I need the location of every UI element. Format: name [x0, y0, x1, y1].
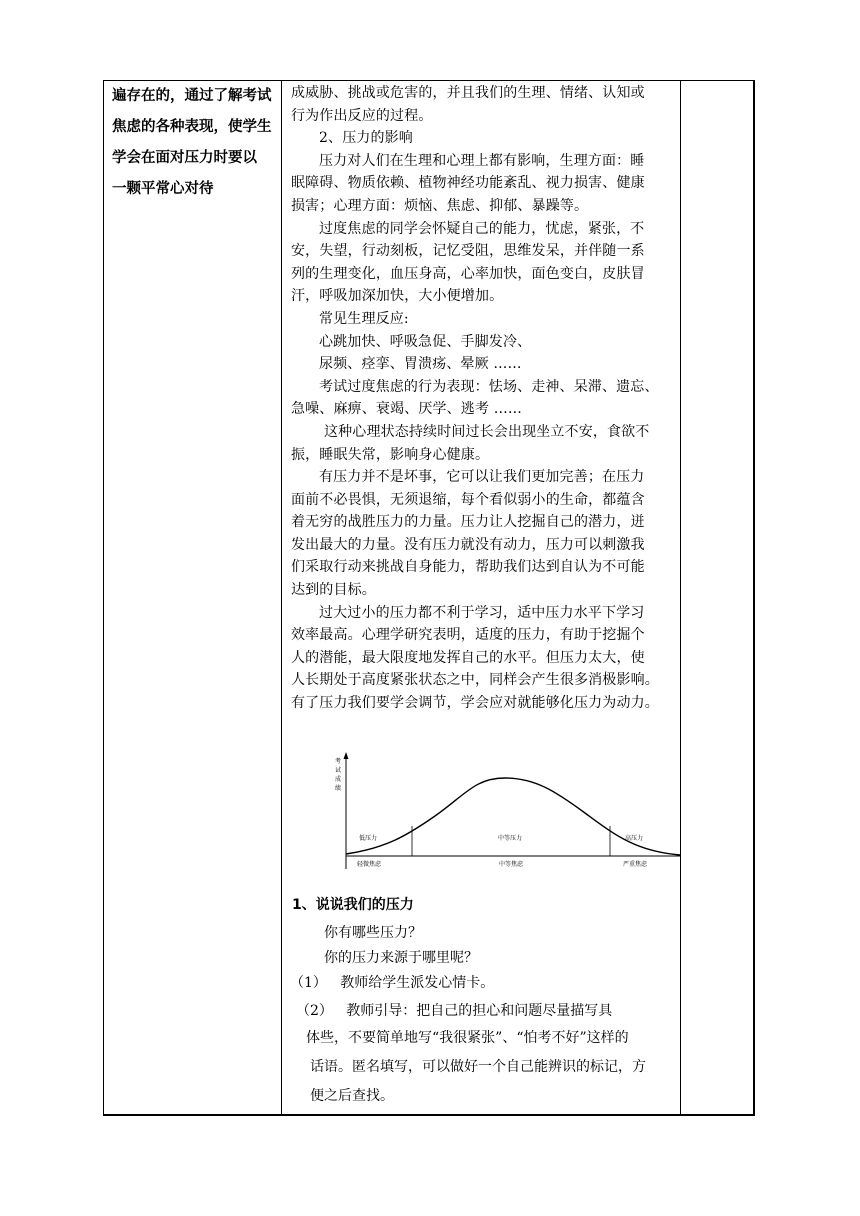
- paragraph-line: 压力对人们在生理和心理上都有影响，生理方面：睡: [319, 152, 645, 169]
- column-divider-1: [281, 81, 282, 1114]
- paragraph-line: 汗，呼吸加深加快，大小便增加。: [291, 288, 504, 305]
- paragraph-line: 过度焦虑的同学会怀疑自己的能力，忧虑，紧张，不: [319, 220, 645, 237]
- ylabel-char: 成: [335, 776, 342, 783]
- objective-line: 一颗平常心对待: [112, 181, 214, 197]
- paragraph-line: 考试过度焦虑的行为表现：怯场、走神、呆滞、遗忘、: [319, 378, 659, 395]
- ylabel-char: 绩: [335, 785, 342, 792]
- paragraph-line: 人长期处于高度紧张状态之中，同样会产生很多消极影响。: [291, 672, 659, 689]
- section-title: 1、说说我们的压力: [292, 897, 414, 913]
- paragraph-line: 尿频、痉挛、胃溃疡、晕厥 ……: [319, 356, 522, 373]
- paragraph-line: 安，失望，行动刻板，记忆受阻，思维发呆，并伴随一系: [291, 243, 645, 260]
- objective-line: 遍存在的，通过了解考试: [112, 88, 272, 104]
- objective-line: 学会在面对压力时要以: [112, 150, 257, 166]
- paragraph-line: 2、压力的影响: [319, 130, 413, 147]
- paragraph-line: 急噪、麻痹、衰竭、厌学、逃考 ……: [291, 401, 522, 418]
- bottom-label-mild: 轻微焦虑: [357, 861, 382, 868]
- step-2-cont: 便之后查找。: [310, 1088, 394, 1104]
- zone-label-low: 低压力: [359, 835, 378, 842]
- activity-text: [288, 921, 646, 1111]
- bottom-label-severe: 严重焦虑: [623, 861, 648, 868]
- objective-column: [112, 81, 282, 205]
- stress-performance-chart: [335, 751, 680, 881]
- paragraph-line: 行为作出反应的过程。: [291, 107, 433, 124]
- paragraph-line: 成威胁、挑战或危害的，并且我们的生理、情绪、认知或: [291, 85, 645, 101]
- ylabel-char: 试: [335, 767, 342, 774]
- paragraph-line: 面前不必畏惧，无须退缩，每个看似弱小的生命，都蕴含: [291, 491, 645, 508]
- process-text: [291, 82, 678, 715]
- paragraph-line: 振，睡眠失常，影响身心健康。: [291, 446, 490, 463]
- step-2: （2） 教师引导：把自己的担心和问题尽量描写具: [296, 1003, 613, 1019]
- paragraph-line: 有了压力我们要学会调节，学会应对就能够化压力为动力。: [291, 695, 659, 712]
- ylabel-char: 考: [335, 758, 342, 765]
- zone-label-high: 高压力: [625, 835, 644, 842]
- column-divider-2: [680, 81, 681, 1114]
- paragraph-line: 达到的目标。: [291, 582, 376, 599]
- step-2-cont: 话语。匿名填写，可以做好一个自己能辨识的标记，方: [310, 1059, 646, 1075]
- performance-curve: [346, 778, 680, 855]
- paragraph-line: 眠障碍、物质依赖、植物神经功能紊乱、视力损害、健康: [291, 175, 645, 192]
- step-2-cont: 体些，不要简单地写“我很紧张”、“怕考不好”这样的: [306, 1030, 629, 1046]
- paragraph-line: 效率最高。心理学研究表明，适度的压力，有助于挖掘个: [291, 627, 645, 644]
- step-1: （1） 教师给学生派发心情卡。: [290, 975, 495, 991]
- paragraph-line: 心跳加快、呼吸急促、手脚发冷、: [319, 333, 532, 350]
- objective-line: 焦虑的各种表现，使学生: [112, 119, 272, 135]
- paragraph-line: 损害；心理方面：烦恼、焦虑、抑郁、暴躁等。: [291, 197, 589, 214]
- paragraph-line: 有压力并不是坏事，它可以让我们更加完善；在压力: [319, 469, 645, 486]
- paragraph-line: 常见生理反应:: [319, 310, 409, 327]
- paragraph-line: 着无穷的战胜压力的力量。压力让人挖掘自己的潜力，迸: [291, 514, 645, 531]
- paragraph-line: 列的生理变化，血压身高，心率加快，面色变白，皮肤冒: [291, 265, 645, 282]
- lesson-table: [103, 80, 755, 1116]
- question: 你的压力来源于哪里呢？: [324, 950, 478, 966]
- paragraph-line: 过大过小的压力都不利于学习，适中压力水平下学习: [319, 604, 645, 621]
- paragraph-line: 人的潜能，最大限度地发挥自己的水平。但压力太大，使: [291, 649, 645, 666]
- zone-label-mid: 中等压力: [498, 835, 523, 842]
- question: 你有哪些压力？: [324, 925, 422, 941]
- paragraph-line: 们采取行动来挑战自身能力，帮助我们达到自认为不可能: [291, 559, 645, 576]
- y-axis-arrow: [344, 752, 349, 759]
- paragraph-line: 发出最大的力量。没有压力就没有动力，压力可以刺激我: [291, 536, 645, 553]
- bottom-label-moderate: 中等焦虑: [499, 861, 524, 868]
- paragraph-line: 这种心理状态持续时间过长会出现坐立不安，食欲不: [324, 423, 650, 440]
